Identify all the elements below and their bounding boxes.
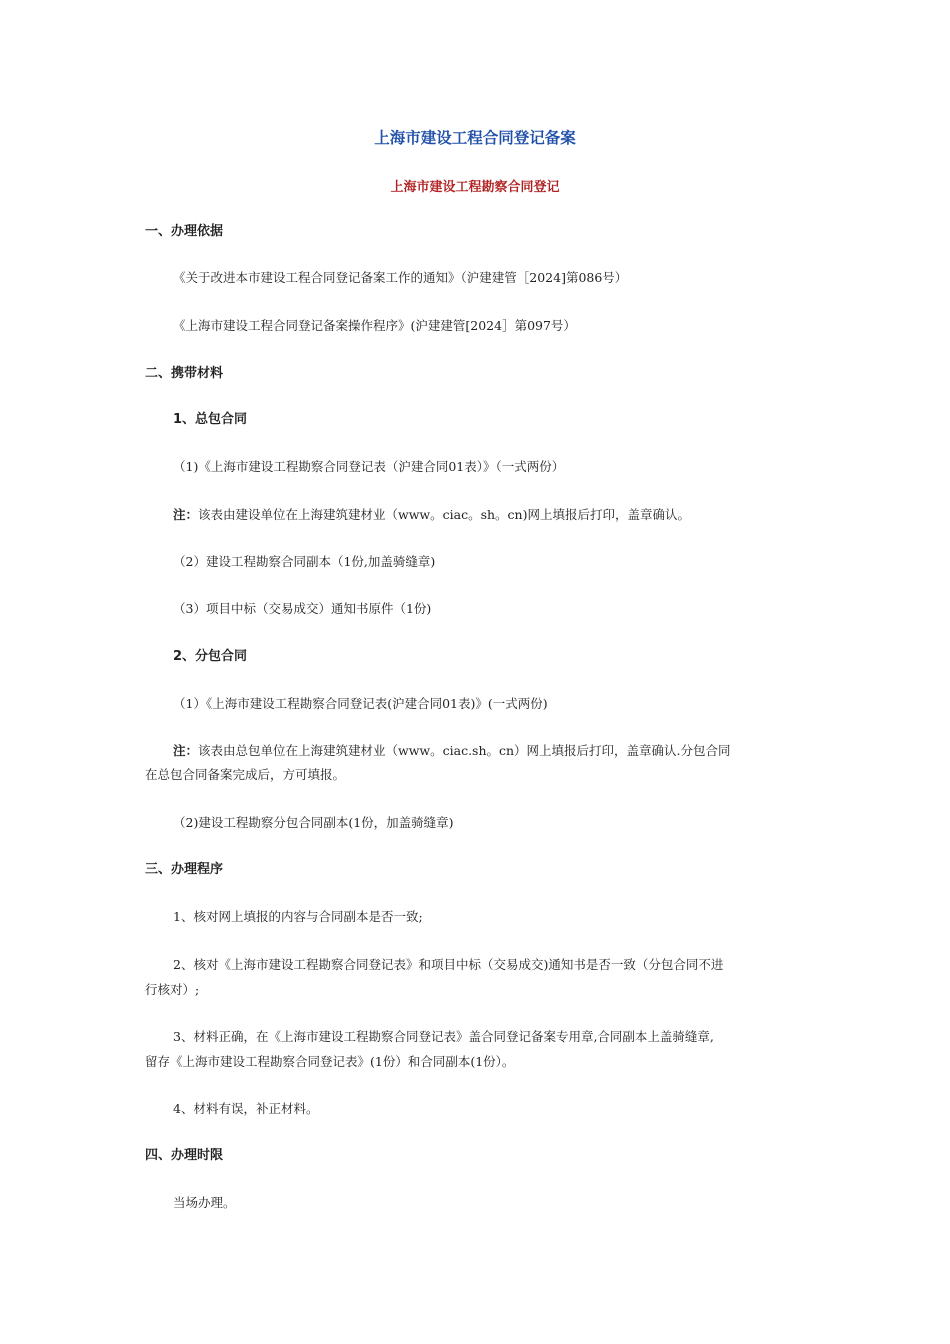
- subcontract-note: [145, 739, 833, 763]
- main-contract-item-2: （2）建设工程勘察合同副本（1份,加盖骑缝章): [173, 554, 436, 569]
- section-heading-basis: 一、办理依据: [145, 224, 224, 239]
- section-heading-time-limit: 四、办理时限: [145, 1148, 224, 1163]
- subcontract-item-1: （1）《上海市建设工程勘察合同登记表(沪建合同01表)》(一式两份): [173, 696, 548, 711]
- note-text: 该表由总包单位在上海建筑建材业（www。ciac.sh。cn）网上填报后打印，盖章确认.分包合同: [198, 743, 731, 758]
- subcontract-note-continued: 在总包合同备案完成后，方可填报。: [145, 767, 346, 782]
- note-text: 该表由建设单位在上海建筑建材业（www。ciac。sh。cn)网上填报后打印，盖章确认。: [198, 507, 690, 522]
- basis-item-2: 《上海市建设工程合同登记备案操作程序》(沪建建管[2024］第097号）: [173, 318, 576, 333]
- note-label: 注：: [173, 507, 199, 522]
- section-heading-materials: 二、携带材料: [145, 366, 224, 381]
- procedure-item-2-continued: 行核对）;: [145, 982, 200, 997]
- page-subtitle: 上海市建设工程勘察合同登记: [390, 180, 560, 195]
- procedure-item-2: 2、核对《上海市建设工程勘察合同登记表》和项目中标（交易成交)通知书是否一致（分包合同不进: [173, 957, 724, 972]
- subheading-main-contract: 1、总包合同: [173, 412, 248, 427]
- procedure-item-1: 1、核对网上填报的内容与合同副本是否一致;: [173, 909, 423, 924]
- main-contract-item-1: （1)《上海市建设工程勘察合同登记表（沪建合同01表）》（一式两份）: [173, 459, 565, 474]
- main-contract-note: [145, 503, 833, 527]
- subcontract-item-2: （2)建设工程勘察分包合同副本(1份，加盖骑缝章): [173, 815, 454, 830]
- page-title: 上海市建设工程合同登记备案: [374, 129, 576, 147]
- procedure-item-3: 3、材料正确，在《上海市建设工程勘察合同登记表》盖合同登记备案专用章,合同副本上盖骑缝章,: [173, 1029, 714, 1044]
- main-contract-item-3: （3）项目中标（交易成交）通知书原件（1份): [173, 601, 432, 616]
- note-label: 注：: [173, 743, 199, 758]
- section-heading-procedure: 三、办理程序: [145, 862, 224, 877]
- procedure-item-4: 4、材料有误，补正材料。: [173, 1101, 319, 1116]
- subheading-subcontract: 2、分包合同: [173, 649, 248, 664]
- procedure-item-3-continued: 留存《上海市建设工程勘察合同登记表》(1份）和合同副本(1份）。: [145, 1054, 515, 1069]
- basis-item-1: 《关于改进本市建设工程合同登记备案工作的通知》（沪建建管［2024]第086号）: [173, 270, 628, 285]
- time-limit-item: 当场办理。: [173, 1195, 236, 1210]
